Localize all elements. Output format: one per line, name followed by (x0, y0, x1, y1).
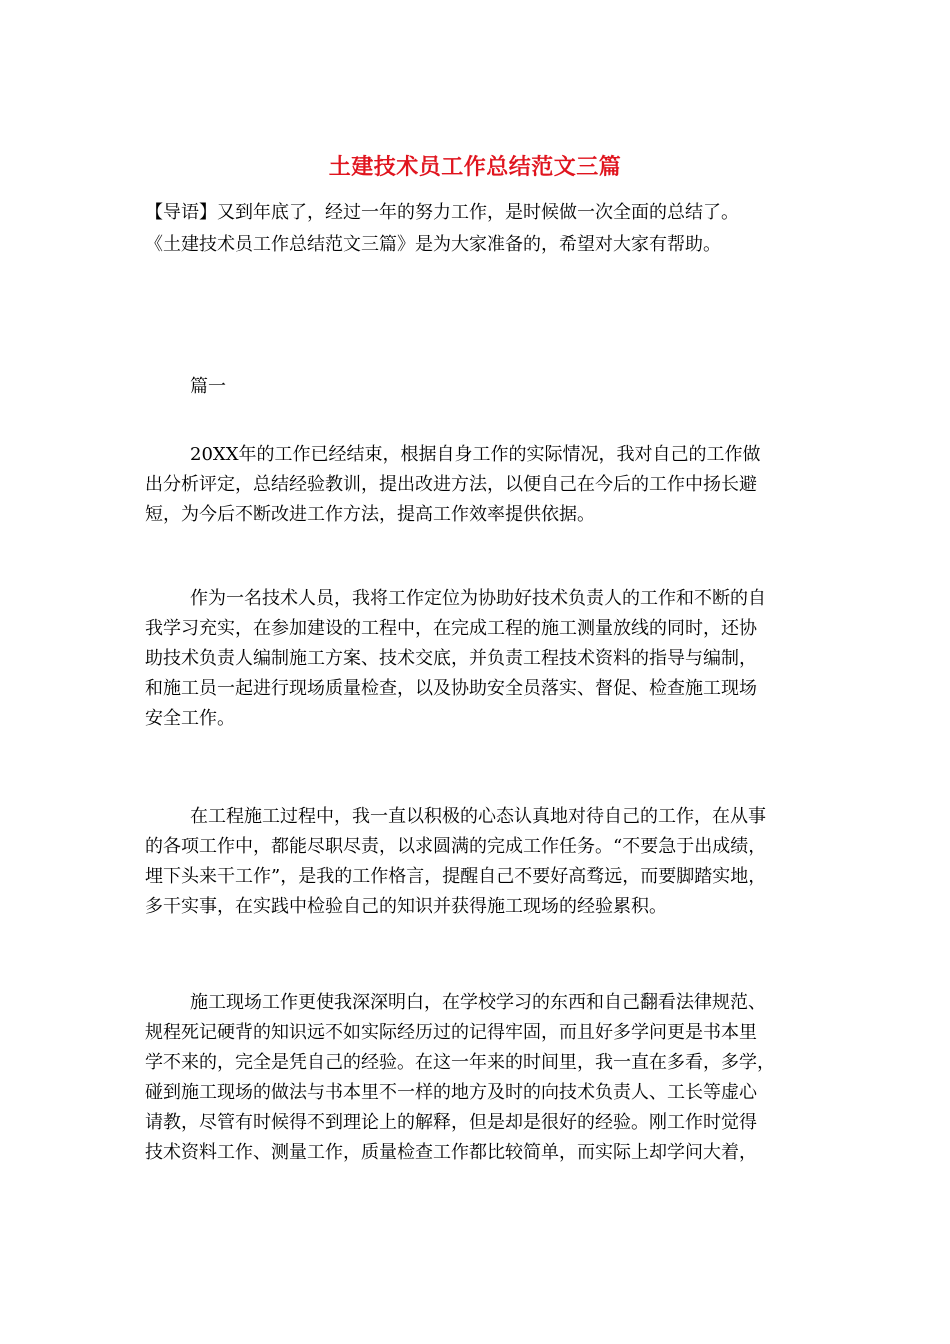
paragraph-line: 20XX年的工作已经结束，根据自身工作的实际情况，我对自己的工作做 (190, 444, 761, 465)
paragraph-line: 助技术负责人编制施工方案、技术交底，并负责工程技术资料的指导与编制， (145, 648, 757, 669)
paragraph-line: 碰到施工现场的做法与书本里不一样的地方及时的向技术负责人、工长等虚心 (145, 1082, 757, 1103)
paragraph-3 (145, 802, 815, 922)
paragraph-line: 埋下头来干工作”，是我的工作格言，提醒自己不要好高骛远，而要脚踏实地， (145, 866, 767, 887)
intro-line: 《土建技术员工作总结范文三篇》是为大家准备的，希望对大家有帮助。 (145, 234, 721, 255)
paragraph-line: 出分析评定，总结经验教训，提出改进方法，以便自己在今后的工作中扬长避 (145, 474, 757, 495)
intro-block (145, 197, 815, 261)
paragraph-2 (145, 584, 815, 734)
paragraph-1 (145, 440, 815, 530)
section-heading: 篇一 (190, 376, 226, 397)
paragraph-4 (145, 988, 815, 1168)
paragraph-line: 规程死记硬背的知识远不如实际经历过的记得牢固，而且好多学问更是书本里 (145, 1022, 757, 1043)
section-heading-block (145, 372, 815, 402)
paragraph-line: 和施工员一起进行现场质量检查，以及协助安全员落实、督促、检查施工现场 (145, 678, 757, 699)
paragraph-line: 作为一名技术人员，我将工作定位为协助好技术负责人的工作和不断的自 (190, 588, 766, 609)
paragraph-line: 的各项工作中，都能尽职尽责，以求圆满的完成工作任务。“不要急于出成绩， (145, 836, 767, 857)
paragraph-line: 技术资料工作、测量工作，质量检查工作都比较简单，而实际上却学问大着， (145, 1142, 757, 1163)
intro-line: 【导语】又到年底了，经过一年的努力工作，是时候做一次全面的总结了。 (145, 202, 739, 223)
paragraph-line: 短，为今后不断改进工作方法，提高工作效率提供依据。 (145, 504, 595, 525)
document-title: 土建技术员工作总结范文三篇 (328, 154, 622, 180)
paragraph-line: 我学习充实，在参加建设的工程中，在完成工程的施工测量放线的同时，还协 (145, 618, 757, 639)
paragraph-line: 学不来的，完全是凭自己的经验。在这一年来的时间里，我一直在多看，多学， (145, 1052, 775, 1073)
paragraph-line: 安全工作。 (145, 708, 235, 729)
paragraph-line: 在工程施工过程中，我一直以积极的心态认真地对待自己的工作，在从事 (190, 806, 766, 827)
paragraph-line: 多干实事，在实践中检验自己的知识并获得施工现场的经验累积。 (145, 896, 667, 917)
paragraph-line: 请教，尽管有时候得不到理论上的解释，但是却是很好的经验。刚工作时觉得 (145, 1112, 757, 1133)
paragraph-line: 施工现场工作更使我深深明白，在学校学习的东西和自己翻看法律规范、 (190, 992, 766, 1013)
